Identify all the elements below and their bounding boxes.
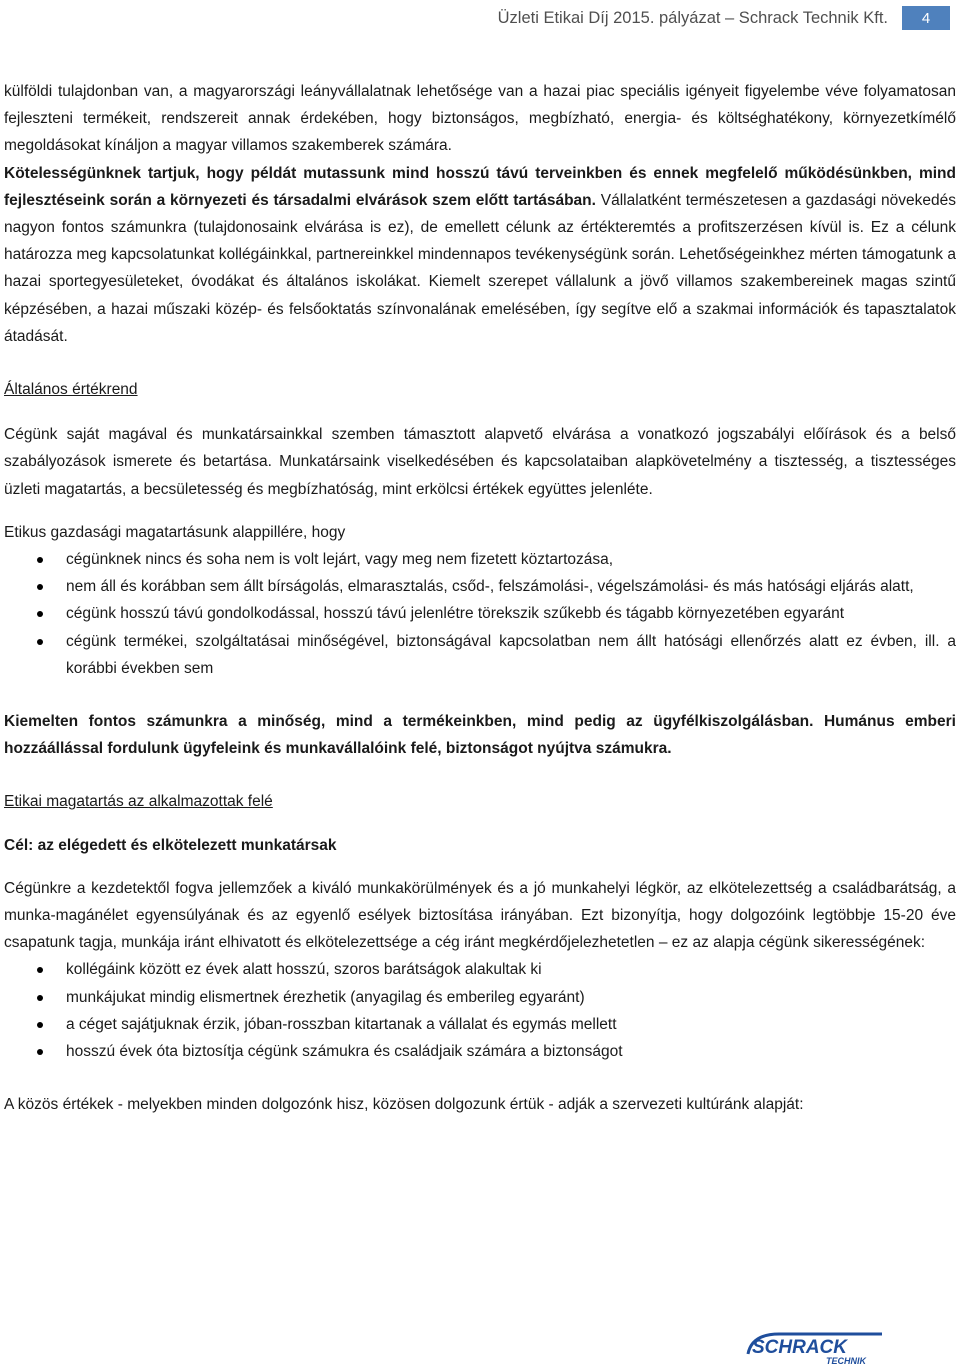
header-title: Üzleti Etikai Díj 2015. pályázat – Schrack Technik Kft. bbox=[497, 8, 888, 27]
list-item: cégünknek nincs és soha nem is volt lejárt, vagy meg nem fizetett köztartozása, bbox=[4, 546, 956, 573]
schrack-logo bbox=[742, 1330, 890, 1366]
heading-goal: Cél: az elégedett és elkötelezett munkatársak bbox=[4, 836, 337, 854]
list-item: hosszú évek óta biztosítja cégünk számukra és családjaik számára a biztonságot bbox=[4, 1038, 956, 1065]
quality-paragraph: Kiemelten fontos számunkra a minőség, mind a termékeinkben, mind pedig az ügyfélkiszolgálásban. Humánus emberi hozzáállással fordulunk ügyfeleink és munkavállalóink felé, biztonságot nyújtva számukra. bbox=[4, 713, 956, 758]
logo-sub-text: TECHNIK bbox=[826, 1356, 866, 1366]
document-body bbox=[4, 78, 956, 1119]
list-item: a céget sajátjuknak érzik, jóban-rosszban kitartanak a vállalat és egymás mellett bbox=[4, 1011, 956, 1038]
employees-list bbox=[4, 956, 956, 1065]
values-paragraph: A közös értékek - melyekben minden dolgozónk hisz, közösen dolgozunk értük - adják a szervezeti kultúránk alapját: bbox=[4, 1096, 804, 1114]
employees-paragraph: Cégünkre a kezdetektől fogva jellemzőek a kiváló munkakörülmények és a jó munkahelyi légkör, az elkötelezettség a családbarátság, a munka-magánélet egyensúlyának és az egyenlő esélyek biztosítása irányában. Ezt bizonyítja, hogy dolgozóink legtöbbje 15-20 éve csapatunk tagja, munkája iránt elhivatott és elkötelezettsége a cég iránt megkérdőjelezhetetlen – ez az alapja cégünk sikerességének: bbox=[4, 879, 956, 952]
commitment-bold: Kötelességünknek tartjuk, hogy példát mutassunk mind hosszú távú terveinkben és ennek megfelelő működésünkben, mind fejlesztéseink során a környezeti és társadalmi elvárások szem előtt tartásában. bbox=[4, 164, 956, 209]
commitment-rest: Vállalatként természetesen a gazdasági növekedés nagyon fontos számunkra (tulajdonosaink elvárása is ez), de emellett célunk az értékteremtés a profitszerzésen kívül is. Ez a célunk határozza meg kapcsolatunkat kollégáinkkal, partnereinkkel mindennapos tevékenységünk során. Lehetőségeinkhez mérten támogatunk a hazai sportegyesületeket, óvodákat és általános iskolákat. Kiemelt szerepet vállalunk a jövő villamos szakembereinek magas szintű képzésében, a hazai műszaki közép- és felsőoktatás színvonalának emelésében, így segítve elő a szakmai információk és tapasztalatok átadását. bbox=[4, 191, 956, 345]
intro-paragraph: külföldi tulajdonban van, a magyarországi leányvállalatnak lehetősége van a hazai piac speciális igényeit figyelembe véve folyamatosan fejleszteni termékeit, rendszereit annak érdekében, hogy biztonságos, megbízható, energia- és költséghatékony, környezetkímélő megoldásokat kínáljon a magyar villamos szakemberek számára. bbox=[4, 83, 956, 155]
commitment-paragraph bbox=[4, 160, 956, 350]
general-values-paragraph: Cégünk saját magával és munkatársainkkal szemben támasztott alapvető elvárása a vonatkozó jogszabályi előírások és a belső szabályozások ismerete és betartása. Munkatársaink viselkedésében és kapcsolataiban alapkövetelmény a tisztesség, a tisztességes üzleti magatartás, a becsületesség és megbízhatóság, mint erkölcsi értékek együttes jelenléte. bbox=[4, 426, 956, 498]
list-item: nem áll és korábban sem állt bírságolás, elmarasztalás, csőd-, felszámolási-, végelszámolási- és más hatósági eljárás alatt, bbox=[4, 573, 956, 600]
ethics-list bbox=[4, 546, 956, 682]
ethics-intro: Etikus gazdasági magatartásunk alappillére, hogy bbox=[4, 523, 346, 541]
list-item: cégünk hosszú távú gondolkodással, hosszú távú jelenlétre törekszik szűkebb és tágabb környezetében egyaránt bbox=[4, 600, 956, 627]
page-number: 4 bbox=[902, 6, 950, 30]
logo-brand-text: SCHRACK bbox=[752, 1337, 847, 1358]
list-item: cégünk termékei, szolgáltatásai minőségével, biztonságával kapcsolatban nem állt hatósági ellenőrzés alatt ez évben, ill. a korábbi években sem bbox=[4, 628, 956, 682]
list-item: kollégáink között ez évek alatt hosszú, szoros barátságok alakultak ki bbox=[4, 956, 956, 983]
heading-employee-ethics: Etikai magatartás az alkalmazottak felé bbox=[4, 793, 273, 811]
page-header bbox=[498, 6, 950, 30]
list-item: munkájukat mindig elismertnek érezhetik (anyagilag és emberileg egyaránt) bbox=[4, 984, 956, 1011]
heading-general-values: Általános értékrend bbox=[4, 381, 138, 399]
